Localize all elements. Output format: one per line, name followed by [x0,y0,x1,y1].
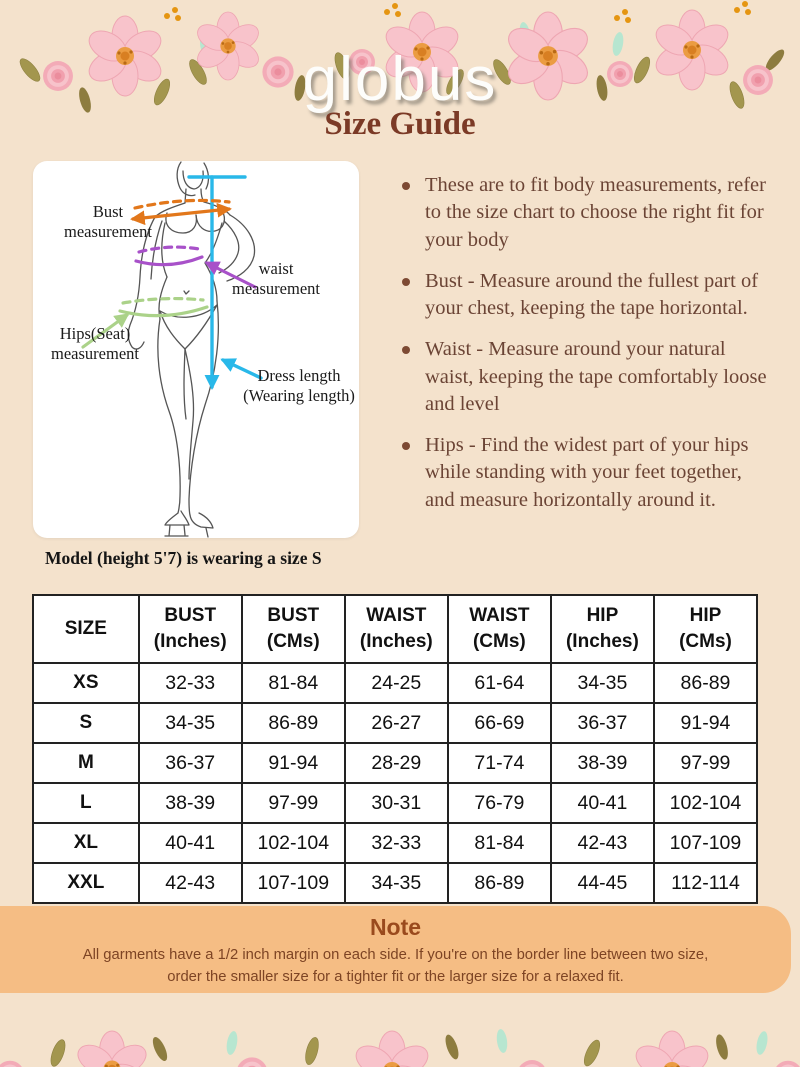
cell-value: 24-25 [345,663,448,703]
cell-value: 112-114 [654,863,757,903]
note-title: Note [369,914,422,940]
svg-text:Bust: Bust [92,202,124,221]
svg-text:Dress length: Dress length [257,366,341,385]
cell-size: M [33,743,139,783]
cell-value: 28-29 [345,743,448,783]
instruction-text: Waist - Measure around your natural waist, keeping the tape comfortably loose and level [425,338,767,415]
cell-value: 34-35 [551,663,654,703]
table-row [33,663,757,703]
cell-value: 30-31 [345,783,448,823]
list-item [402,172,776,254]
instruction-text: These are to fit body measurements, refer to the size chart to choose the right fit for your body [425,174,766,251]
list-item [402,432,776,514]
measurement-diagram-image [33,161,359,538]
cell-value: 97-99 [242,783,345,823]
brand-logo: globus [302,45,498,114]
column-header-hip-cms: HIP (CMs) [654,595,757,663]
cell-value: 86-89 [448,863,551,903]
cell-value: 32-33 [345,823,448,863]
cell-value: 107-109 [654,823,757,863]
list-item [402,268,776,323]
model-size-note: Model (height 5'7) is wearing a size S [45,548,322,568]
instruction-text: Hips - Find the widest part of your hips while standing with your feet together, and measure horizontally around it. [425,434,749,511]
table-row [33,783,757,823]
cell-value: 36-37 [551,703,654,743]
cell-value: 40-41 [139,823,242,863]
cell-value: 66-69 [448,703,551,743]
cell-value: 76-79 [448,783,551,823]
dress-length-label [243,366,355,405]
cell-size: XS [33,663,139,703]
cell-value: 91-94 [242,743,345,783]
cell-value: 38-39 [551,743,654,783]
cell-value: 91-94 [654,703,757,743]
cell-value: 26-27 [345,703,448,743]
cell-value: 34-35 [139,703,242,743]
svg-text:(Wearing length): (Wearing length) [243,386,355,405]
cell-value: 42-43 [551,823,654,863]
cell-value: 38-39 [139,783,242,823]
cell-value: 86-89 [242,703,345,743]
cell-size: L [33,783,139,823]
column-header-waist-inches: WAIST (Inches) [345,595,448,663]
svg-text:Hips(Seat): Hips(Seat) [59,324,131,343]
measurement-diagram-card [33,161,359,538]
cell-value: 81-84 [448,823,551,863]
table-row [33,703,757,743]
cell-value: 42-43 [139,863,242,903]
cell-value: 97-99 [654,743,757,783]
cell-value: 71-74 [448,743,551,783]
instruction-text: Bust - Measure around the fullest part of your chest, keeping the tape horizontal. [425,269,759,319]
bullet-icon [402,346,410,354]
column-header-bust-inches: BUST (Inches) [139,595,242,663]
cell-size: XXL [33,863,139,903]
svg-text:measurement: measurement [232,279,320,298]
bullet-icon [402,182,410,190]
column-header-size: SIZE [33,595,139,663]
svg-text:waist: waist [258,259,294,278]
cell-value: 40-41 [551,783,654,823]
svg-text:measurement: measurement [64,222,152,241]
column-header-hip-inches: HIP (Inches) [551,595,654,663]
cell-value: 36-37 [139,743,242,783]
bullet-icon [402,278,410,286]
hips-label [51,324,139,363]
column-header-bust-cms: BUST (CMs) [242,595,345,663]
list-item [402,336,776,418]
table-header-row [33,595,757,663]
size-chart [32,594,758,904]
size-chart-table [32,594,758,904]
cell-value: 44-45 [551,863,654,903]
column-header-waist-cms: WAIST (CMs) [448,595,551,663]
cell-value: 107-109 [242,863,345,903]
cell-value: 102-104 [654,783,757,823]
cell-value: 86-89 [654,663,757,703]
bust-line [133,200,229,219]
cell-size: XL [33,823,139,863]
cell-value: 34-35 [345,863,448,903]
measurement-instructions [402,172,776,528]
cell-value: 32-33 [139,663,242,703]
note-body: All garments have a 1/2 inch margin on each side. If you're on the border line between two size, order the smaller size for a tighter fit or the larger size for a relaxed fit. [82,947,709,986]
table-row [33,823,757,863]
cell-value: 102-104 [242,823,345,863]
waist-label [232,259,320,298]
cell-value: 81-84 [242,663,345,703]
cell-size: S [33,703,139,743]
table-row [33,743,757,783]
page-title: Size Guide [324,106,476,142]
note-box [0,906,791,993]
table-row [33,863,757,903]
cell-value: 61-64 [448,663,551,703]
floral-border-bottom-image [0,1011,800,1067]
bullet-icon [402,442,410,450]
svg-text:measurement: measurement [51,344,139,363]
